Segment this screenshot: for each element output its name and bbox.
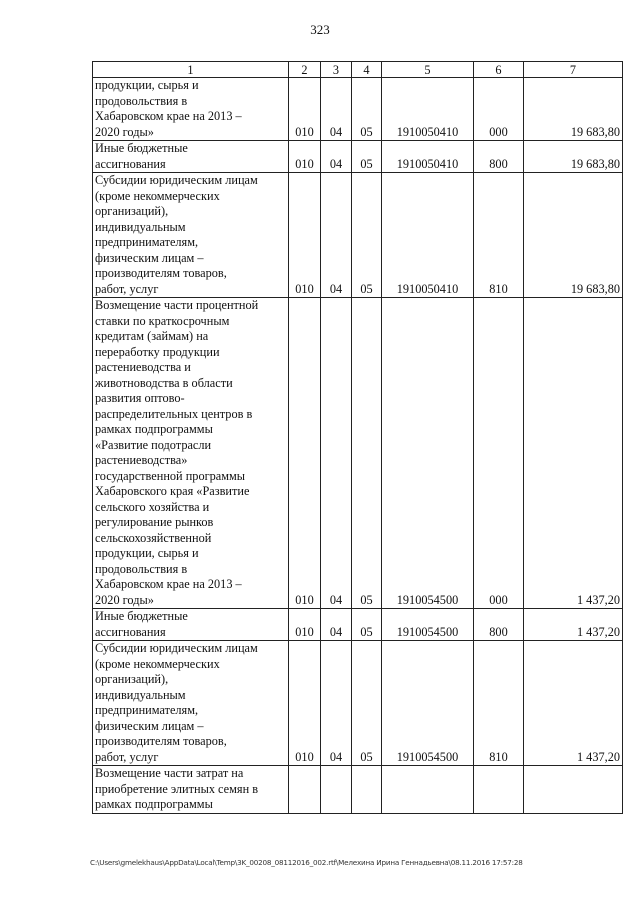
row-name-line: Хабаровском крае на 2013 – bbox=[95, 577, 242, 591]
row-name-line: продукции, сырья и bbox=[95, 78, 199, 92]
expense-type-code bbox=[474, 766, 524, 814]
row-name-line: сельского хозяйства и bbox=[95, 499, 210, 514]
row-name-line: работ, услуг bbox=[95, 749, 159, 764]
table-row bbox=[93, 78, 623, 141]
subsection-code: 05 bbox=[352, 173, 382, 298]
row-name bbox=[93, 609, 289, 641]
row-name-line: работ, услуг bbox=[95, 281, 159, 296]
row-name-line: растениеводства и bbox=[95, 360, 191, 374]
row-name-line: предпринимателям, bbox=[95, 235, 199, 249]
row-name-line: физическим лицам – bbox=[95, 250, 204, 265]
expense-type-code: 810 bbox=[474, 641, 524, 766]
row-name-line: Иные бюджетные bbox=[95, 609, 188, 623]
section-code: 04 bbox=[321, 78, 352, 141]
row-name-line: распределительных центров в bbox=[95, 406, 253, 421]
row-name bbox=[93, 78, 289, 141]
amount: 1 437,20 bbox=[524, 609, 623, 641]
row-name-line: (кроме некоммерческих bbox=[95, 188, 220, 203]
row-name-line: 2020 годы» bbox=[95, 592, 154, 607]
row-name-line: регулирование рынков bbox=[95, 515, 214, 529]
amount: 1 437,20 bbox=[524, 298, 623, 609]
row-name-line: ассигнования bbox=[95, 156, 166, 171]
table-row bbox=[93, 766, 623, 814]
target-article-code: 1910054500 bbox=[382, 609, 474, 641]
section-code: 04 bbox=[321, 641, 352, 766]
row-name bbox=[93, 173, 289, 298]
row-name-line: ставки по краткосрочным bbox=[95, 313, 230, 328]
row-name-line: продовольствия в bbox=[95, 93, 188, 108]
row-name-line: сельскохозяйственной bbox=[95, 530, 212, 545]
subsection-code bbox=[352, 766, 382, 814]
header-col-2: 2 bbox=[289, 62, 321, 78]
file-path-footer: C:\Users\gmelekhaus\AppData\Local\Temp\3K_00208_08112016_002.rtf\Мелехина Ирина Геннадьевна\08.11.2016 17:57:28 bbox=[90, 858, 523, 867]
row-name-line: рамках подпрограммы bbox=[95, 422, 213, 436]
ministry-code: 010 bbox=[289, 173, 321, 298]
subsection-code: 05 bbox=[352, 641, 382, 766]
table-row bbox=[93, 609, 623, 641]
row-name bbox=[93, 141, 289, 173]
row-name-line: (кроме некоммерческих bbox=[95, 656, 220, 671]
row-name-line: Хабаровского края «Развитие bbox=[95, 484, 250, 498]
amount: 19 683,80 bbox=[524, 173, 623, 298]
section-code: 04 bbox=[321, 609, 352, 641]
ministry-code: 010 bbox=[289, 641, 321, 766]
row-name-line: Субсидии юридическим лицам bbox=[95, 641, 258, 655]
subsection-code: 05 bbox=[352, 298, 382, 609]
subsection-code: 05 bbox=[352, 141, 382, 173]
row-name bbox=[93, 298, 289, 609]
section-code: 04 bbox=[321, 173, 352, 298]
header-col-4: 4 bbox=[352, 62, 382, 78]
header-row bbox=[93, 62, 623, 78]
ministry-code: 010 bbox=[289, 78, 321, 141]
expense-type-code: 000 bbox=[474, 298, 524, 609]
row-name-line: производителям товаров, bbox=[95, 266, 227, 280]
expense-type-code: 810 bbox=[474, 173, 524, 298]
row-name bbox=[93, 766, 289, 814]
row-name-line: ассигнования bbox=[95, 624, 166, 639]
amount: 1 437,20 bbox=[524, 641, 623, 766]
header-col-5: 5 bbox=[382, 62, 474, 78]
table-row bbox=[93, 173, 623, 298]
expense-type-code: 800 bbox=[474, 609, 524, 641]
row-name-line: Возмещение части затрат на bbox=[95, 766, 244, 780]
row-name-line: развития оптово- bbox=[95, 391, 185, 405]
ministry-code bbox=[289, 766, 321, 814]
amount: 19 683,80 bbox=[524, 78, 623, 141]
ministry-code: 010 bbox=[289, 609, 321, 641]
target-article-code: 1910054500 bbox=[382, 298, 474, 609]
target-article-code: 1910050410 bbox=[382, 173, 474, 298]
amount bbox=[524, 766, 623, 814]
row-name-line: Субсидии юридическим лицам bbox=[95, 173, 258, 187]
section-code bbox=[321, 766, 352, 814]
budget-table bbox=[92, 61, 623, 814]
row-name-line: государственной программы bbox=[95, 468, 246, 483]
row-name-line: Иные бюджетные bbox=[95, 141, 188, 155]
section-code: 04 bbox=[321, 298, 352, 609]
header-col-7: 7 bbox=[524, 62, 623, 78]
row-name-line: рамках подпрограммы bbox=[95, 797, 213, 811]
row-name-line: Возмещение части процентной bbox=[95, 298, 259, 312]
row-name-line: «Развитие подотрасли bbox=[95, 437, 212, 452]
row-name-line: организаций), bbox=[95, 672, 169, 686]
row-name-line: кредитам (займам) на bbox=[95, 329, 209, 343]
header-col-6: 6 bbox=[474, 62, 524, 78]
row-name-line: Хабаровском крае на 2013 – bbox=[95, 109, 242, 123]
row-name-line: 2020 годы» bbox=[95, 124, 154, 139]
ministry-code: 010 bbox=[289, 141, 321, 173]
row-name-line: организаций), bbox=[95, 204, 169, 218]
row-name-line: животноводства в области bbox=[95, 375, 233, 390]
target-article-code: 1910054500 bbox=[382, 641, 474, 766]
row-name-line: приобретение элитных семян в bbox=[95, 781, 259, 796]
row-name-line: предпринимателям, bbox=[95, 703, 199, 717]
row-name-line: переработку продукции bbox=[95, 344, 220, 359]
table-row bbox=[93, 641, 623, 766]
amount: 19 683,80 bbox=[524, 141, 623, 173]
row-name-line: продовольствия в bbox=[95, 561, 188, 576]
header-col-1: 1 bbox=[93, 62, 289, 78]
header-col-3: 3 bbox=[321, 62, 352, 78]
row-name-line: растениеводства» bbox=[95, 453, 188, 467]
target-article-code bbox=[382, 766, 474, 814]
expense-type-code: 000 bbox=[474, 78, 524, 141]
target-article-code: 1910050410 bbox=[382, 141, 474, 173]
subsection-code: 05 bbox=[352, 78, 382, 141]
row-name-line: индивидуальным bbox=[95, 687, 186, 702]
row-name-line: индивидуальным bbox=[95, 219, 186, 234]
expense-type-code: 800 bbox=[474, 141, 524, 173]
row-name-line: продукции, сырья и bbox=[95, 546, 199, 560]
target-article-code: 1910050410 bbox=[382, 78, 474, 141]
row-name bbox=[93, 641, 289, 766]
section-code: 04 bbox=[321, 141, 352, 173]
table-row bbox=[93, 141, 623, 173]
subsection-code: 05 bbox=[352, 609, 382, 641]
row-name-line: производителям товаров, bbox=[95, 734, 227, 748]
table-row bbox=[93, 298, 623, 609]
row-name-line: физическим лицам – bbox=[95, 718, 204, 733]
ministry-code: 010 bbox=[289, 298, 321, 609]
page-number: 323 bbox=[310, 22, 330, 37]
